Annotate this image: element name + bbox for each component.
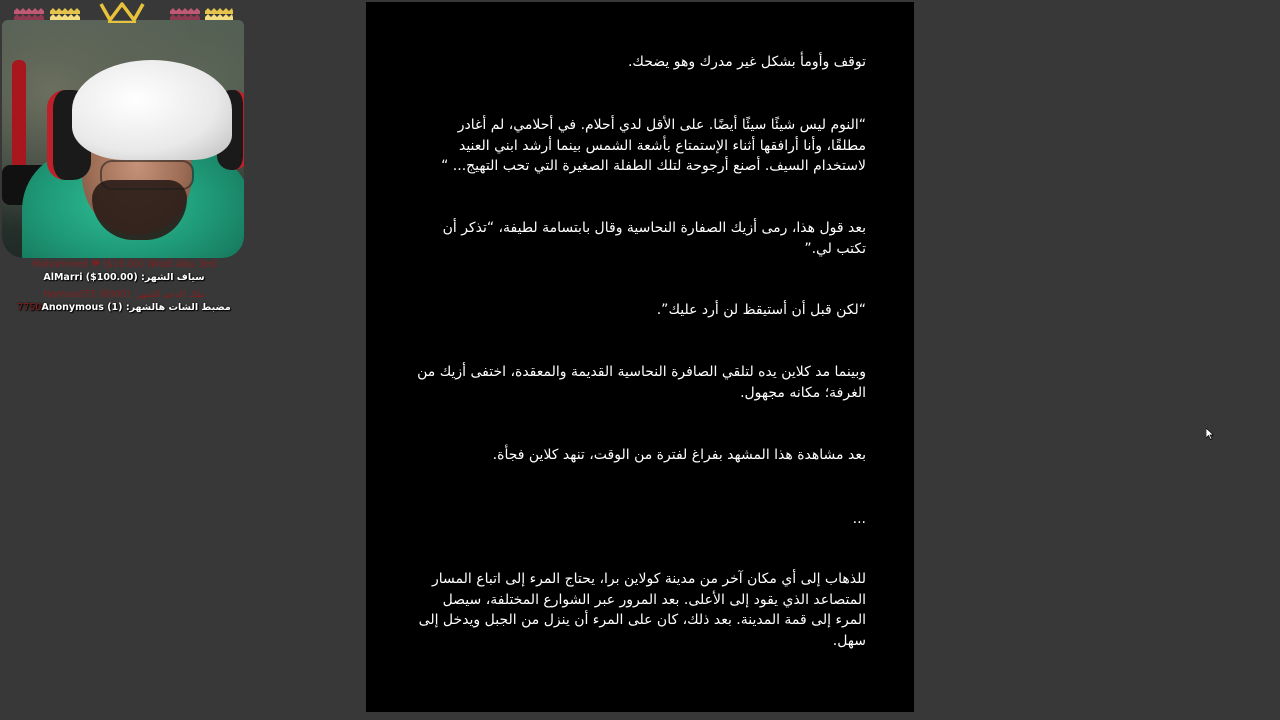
- overlay-top-donor: AlMarri ($100.00) :سياف الشهر: [43, 272, 205, 283]
- streamer-glasses: [100, 160, 194, 190]
- crown-icon: [98, 0, 146, 24]
- decorative-pattern-icon: [170, 7, 200, 21]
- paragraph-ellipsis: ...: [852, 511, 866, 527]
- paragraph: بعد مشاهدة هذا المشهد بفراغ لفترة من الوقت، تنهد كلاين فجأة.: [492, 447, 866, 463]
- paragraph: للذهاب إلى أي مكان آخر من مدينة كولاين برا، يحتاج المرء إلى اتباع المسار المتصاعد الذي يقود إلى الأعلى. بعد المرور عبر الشوارع المختلفة، سيصل المرء إلى قمة المدينة. بعد ذلك، كان على المرء أن ينزل من الجبل ويدخل إلى سهل.: [418, 571, 866, 649]
- streamer-cap: [72, 60, 232, 160]
- decorative-pattern-icon: [50, 7, 80, 21]
- overlay-prefix-number: 7750: [17, 302, 42, 313]
- overlay-top-supporter: Hamuud73 (6000) :ملك الدعم الشهر: [43, 289, 205, 300]
- document-page: [366, 2, 914, 712]
- mouse-cursor-icon: [1206, 428, 1214, 440]
- overlay-donation-line: Mohammed ♥ ($10.00) Wlodi Abu 3ed: [32, 259, 216, 270]
- overlay-chat-moderator: [0, 302, 248, 314]
- paragraph: بعد قول هذا، رمى أزيك الصفارة النحاسية وقال بابتسامة لطيفة، “تذكر أن تكتب لي.”: [442, 220, 866, 257]
- overlay-chat-moderator-text: Anonymous (1) :مضبط الشات هالشهر: [41, 302, 231, 313]
- paragraph: “لكن قبل أن أستيقظ لن أرد عليك”.: [656, 302, 866, 318]
- decorative-pattern-icon: [14, 7, 44, 21]
- paragraph: “النوم ليس شيئًا سيئًا أيضًا. على الأقل لدي أحلام. في أحلامي، لم أغادر مطلقًا، وأنا أرافقها أثناء الإستمتاع بأشعة الشمس بينما أرشد ابني العنيد لاستخدام السيف. أصنع أرجوحة لتلك الطفلة الصغيرة التي تحب التهيج... “: [441, 117, 866, 174]
- mic-arm: [12, 60, 26, 170]
- paragraph: توقف وأومأ بشكل غير مدرك وهو يضحك.: [627, 54, 866, 70]
- paragraph: وبينما مد كلاين يده لتلقي الصافرة النحاسية القديمة والمعقدة، اختفى أزيك من الغرفة؛ مكانه مجهول.: [417, 364, 866, 401]
- decorative-pattern-icon: [205, 7, 233, 21]
- webcam-feed: [2, 20, 244, 258]
